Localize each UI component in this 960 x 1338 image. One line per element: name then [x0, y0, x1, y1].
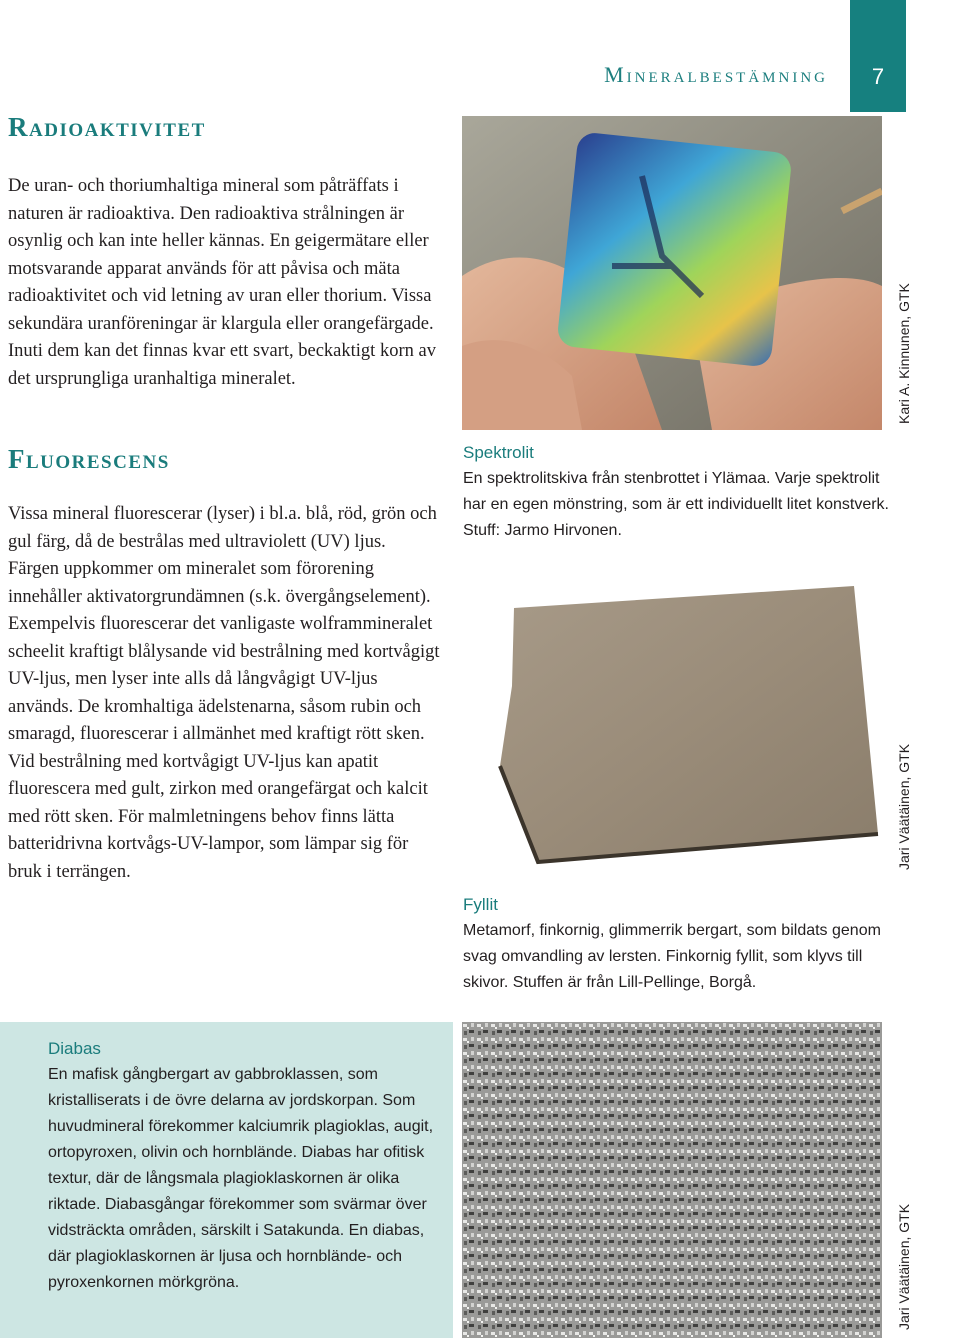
- spektrolit-photo: [462, 116, 882, 430]
- diabas-photo: [462, 1022, 882, 1338]
- caption-diabas-text: En mafisk gångbergart av gabbroklassen, som kristalliserats i de övre delarna av jordskorpan. Som huvudmineral förekommer kalciumrik plagioklas, augit, ortopyroxen, olivin och hornblände. Diabas har ofitisk textur, där de långsmala plagioklaskornen är olika riktade. Diabasgångar förekommer som svärmar över vidsträckta områden, särskilt i Satakunda. En diabas, där plagioklaskornen är ljusa och hornblände- och pyroxenkornen mörkgröna.: [48, 1066, 434, 1291]
- page-number: 7: [871, 64, 885, 89]
- heading-radioaktivitet: Radioaktivitet: [8, 112, 206, 142]
- page-number-tab: [850, 0, 906, 112]
- caption-spektrolit-title: Spektrolit: [463, 443, 534, 462]
- caption-fyllit-title: Fyllit: [463, 895, 498, 914]
- heading-fluorescens: Fluorescens: [8, 444, 170, 474]
- caption-diabas-title: Diabas: [48, 1039, 101, 1058]
- credit-fyllit: Jari Väätäinen, GTK: [896, 743, 912, 870]
- section-title: Mineralbestämning: [604, 62, 828, 87]
- credit-spektrolit: Kari A. Kinnunen, GTK: [896, 283, 912, 424]
- paragraph-fluorescens: Vissa mineral fluorescerar (lyser) i bl.a. blå, röd, grön och gul färg, då de bestrålas med ultraviolett (UV) ljus. Färgen uppkommer om mineralet som förorening innehåller aktivatorgrundämnen (s.k. övergångselement). Exempelvis fluorescerar det vanligaste wolframmineralet scheelit kraftigt blålysande vid bestrålning med kortvågigt UV-ljus, men lyser inte alls då långvågigt UV-ljus används. De kromhaltiga ädelstenarna, såsom rubin och smaragd, fluorescerar i allmänhet med kraftigt rött sken. Vid bestrålning med kortvågigt UV-ljus kan apatit fluorescera med gult, zirkon med orangefärgat och kalcit med rött sken. För malmletningens behov finns lätta batteridrivna kortvågs-UV-lampor, som lämpar sig för bruk i terrängen.: [8, 504, 440, 882]
- caption-spektrolit-text: En spektrolitskiva från stenbrottet i Ylämaa. Varje spektrolit har en egen mönstring, som är ett individuellt litet konstverk. Stuff: Jarmo Hirvonen.: [463, 470, 889, 539]
- caption-spektrolit: [463, 440, 903, 544]
- caption-diabas: [48, 1036, 440, 1296]
- fyllit-photo: [462, 566, 882, 880]
- credit-diabas: Jari Väätäinen, GTK: [896, 1203, 912, 1330]
- paragraph-radioaktivitet: De uran- och thoriumhaltiga mineral som påträffats i naturen är radioaktiva. Den radioaktiva strålningen är osynlig och kan inte heller kännas. En geigermätare eller motsvarande apparat används för att påvisa och mäta radioaktivitet och vid letning av uran eller thorium. Vissa sekundära uranföreningar är klargula eller orangefärgade. Inuti dem kan det finnas kvar ett svart, beckaktigt korn av det ursprungliga uranhaltiga mineralet.: [8, 176, 436, 389]
- caption-fyllit-text: Metamorf, finkornig, glimmerrik bergart, som bildats genom svag omvandling av lersten. Finkornig fyllit, som klyvs till skivor. Stuffen är från Lill-Pellinge, Borgå.: [463, 922, 881, 991]
- caption-fyllit: [463, 892, 903, 996]
